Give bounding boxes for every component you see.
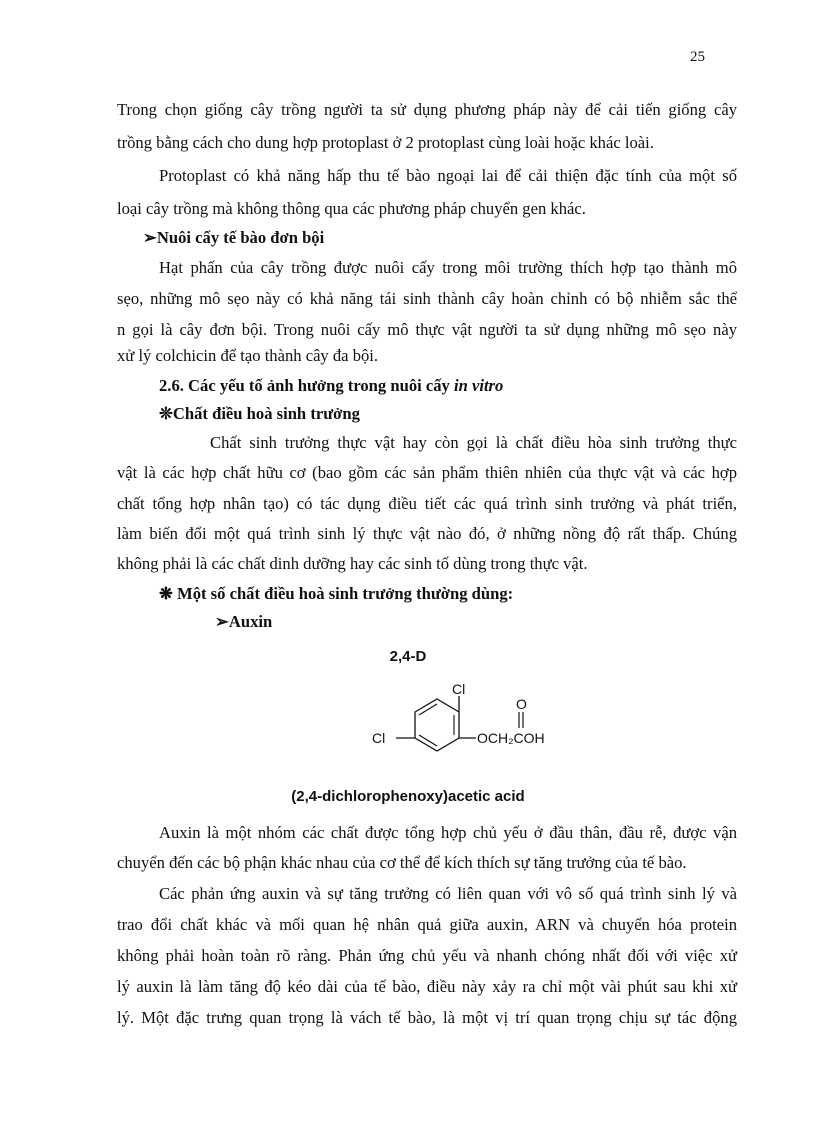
text-line: không phải là các chất dinh dưỡng hay các sinh tố dùng trong thực vật. bbox=[117, 554, 588, 573]
double-bond bbox=[419, 704, 437, 715]
text-line: Protoplast có khả năng hấp thu tế bào ngoại lai để cải thiện đặc tính của một số bbox=[159, 166, 737, 185]
text-line: trồng bằng cách cho dung hợp protoplast ở 2 protoplast cùng loài hoặc khác loài. bbox=[117, 133, 654, 152]
text-line: n gọi là cây đơn bội. Trong nuôi cấy mô thực vật người ta sử dụng những mô sẹo này bbox=[117, 320, 737, 339]
heading-italic: in vitro bbox=[453, 376, 504, 395]
section-heading: ❊Chất điều hoà sinh trưởng bbox=[159, 404, 360, 423]
text-line: Hạt phấn của cây trồng được nuôi cấy trong môi trường thích hợp tạo thành mô bbox=[159, 258, 737, 277]
text-line: lý. Một đặc trưng quan trọng là vách tế bào, là một vị trí quan trọng chịu sự tác động bbox=[117, 1008, 737, 1027]
atom-carbonyl-o: O bbox=[516, 696, 527, 712]
chemical-structure-2-4-d bbox=[322, 682, 562, 774]
text-line: không phải hoàn toàn rõ ràng. Phản ứng chủ yếu và nhanh chóng nhất đối với việc xử bbox=[117, 946, 737, 965]
benzene-ring bbox=[415, 699, 459, 751]
text-line: xử lý colchicin để tạo thành cây đa bội. bbox=[117, 346, 379, 365]
atom-cl-left: Cl bbox=[372, 730, 386, 746]
text-line: Chất sinh trưởng thực vật hay còn gọi là chất điều hòa sinh trưởng thực bbox=[210, 433, 737, 452]
text-line: lý auxin là làm tăng độ kéo dài của tế bào, điều này xảy ra chỉ một vài phút sau khi xử bbox=[117, 977, 737, 996]
page-number: 25 bbox=[690, 49, 705, 65]
section-heading-2-6 bbox=[159, 376, 779, 396]
heading-text: 2.6. Các yếu tố ảnh hưởng trong nuôi cấy bbox=[159, 376, 454, 395]
text-line: trao đổi chất khác và mối quan hệ nhân quả giữa auxin, ARN và chuyển hóa protein bbox=[117, 915, 737, 934]
section-heading-auxin: ➢Auxin bbox=[215, 612, 273, 631]
section-heading: ❋ Một số chất điều hoà sinh trưởng thường dùng: bbox=[159, 584, 514, 603]
text-line: làm biến đổi một quá trình sinh lý thực vật nào đó, ở những nồng độ rất thấp. Chúng bbox=[117, 524, 737, 543]
double-bond bbox=[419, 735, 437, 746]
text-line: chuyển đến các bộ phận khác nhau của cơ thể để kích thích sự tăng trưởng của tế bào. bbox=[117, 853, 687, 872]
text-line: chất tổng hợp nhân tạo) có tác dụng điều tiết các quá trình sinh trưởng và phát triển, bbox=[117, 494, 737, 513]
text-line: Trong chọn giống cây trồng người ta sử dụng phương pháp này để cải tiến giống cây bbox=[117, 100, 737, 119]
text-line: sẹo, những mô sẹo này có khả năng tái sinh thành cây hoàn chỉnh có bộ nhiễm sắc thể bbox=[117, 289, 737, 308]
text-line: vật là các hợp chất hữu cơ (bao gồm các sản phẩm thiên nhiên của thực vật và các hợp bbox=[117, 463, 737, 482]
text-line: Auxin là một nhóm các chất được tổng hợp chủ yếu ở đầu thân, đầu rễ, được vận bbox=[159, 823, 737, 842]
text-line: loại cây trồng mà không thông qua các phương pháp chuyển gen khác. bbox=[117, 199, 586, 218]
atom-cl-top: Cl bbox=[452, 682, 466, 697]
section-heading: ➢Nuôi cấy tế bào đơn bội bbox=[143, 228, 325, 247]
figure-title: 2,4-D bbox=[389, 648, 427, 665]
figure-caption: (2,4-dichlorophenoxy)acetic acid bbox=[291, 788, 525, 805]
text-line: Các phản ứng auxin và sự tăng trưởng có liên quan với vô số quá trình sinh lý và bbox=[159, 884, 737, 903]
sidechain-label: OCH₂COH bbox=[477, 730, 545, 746]
